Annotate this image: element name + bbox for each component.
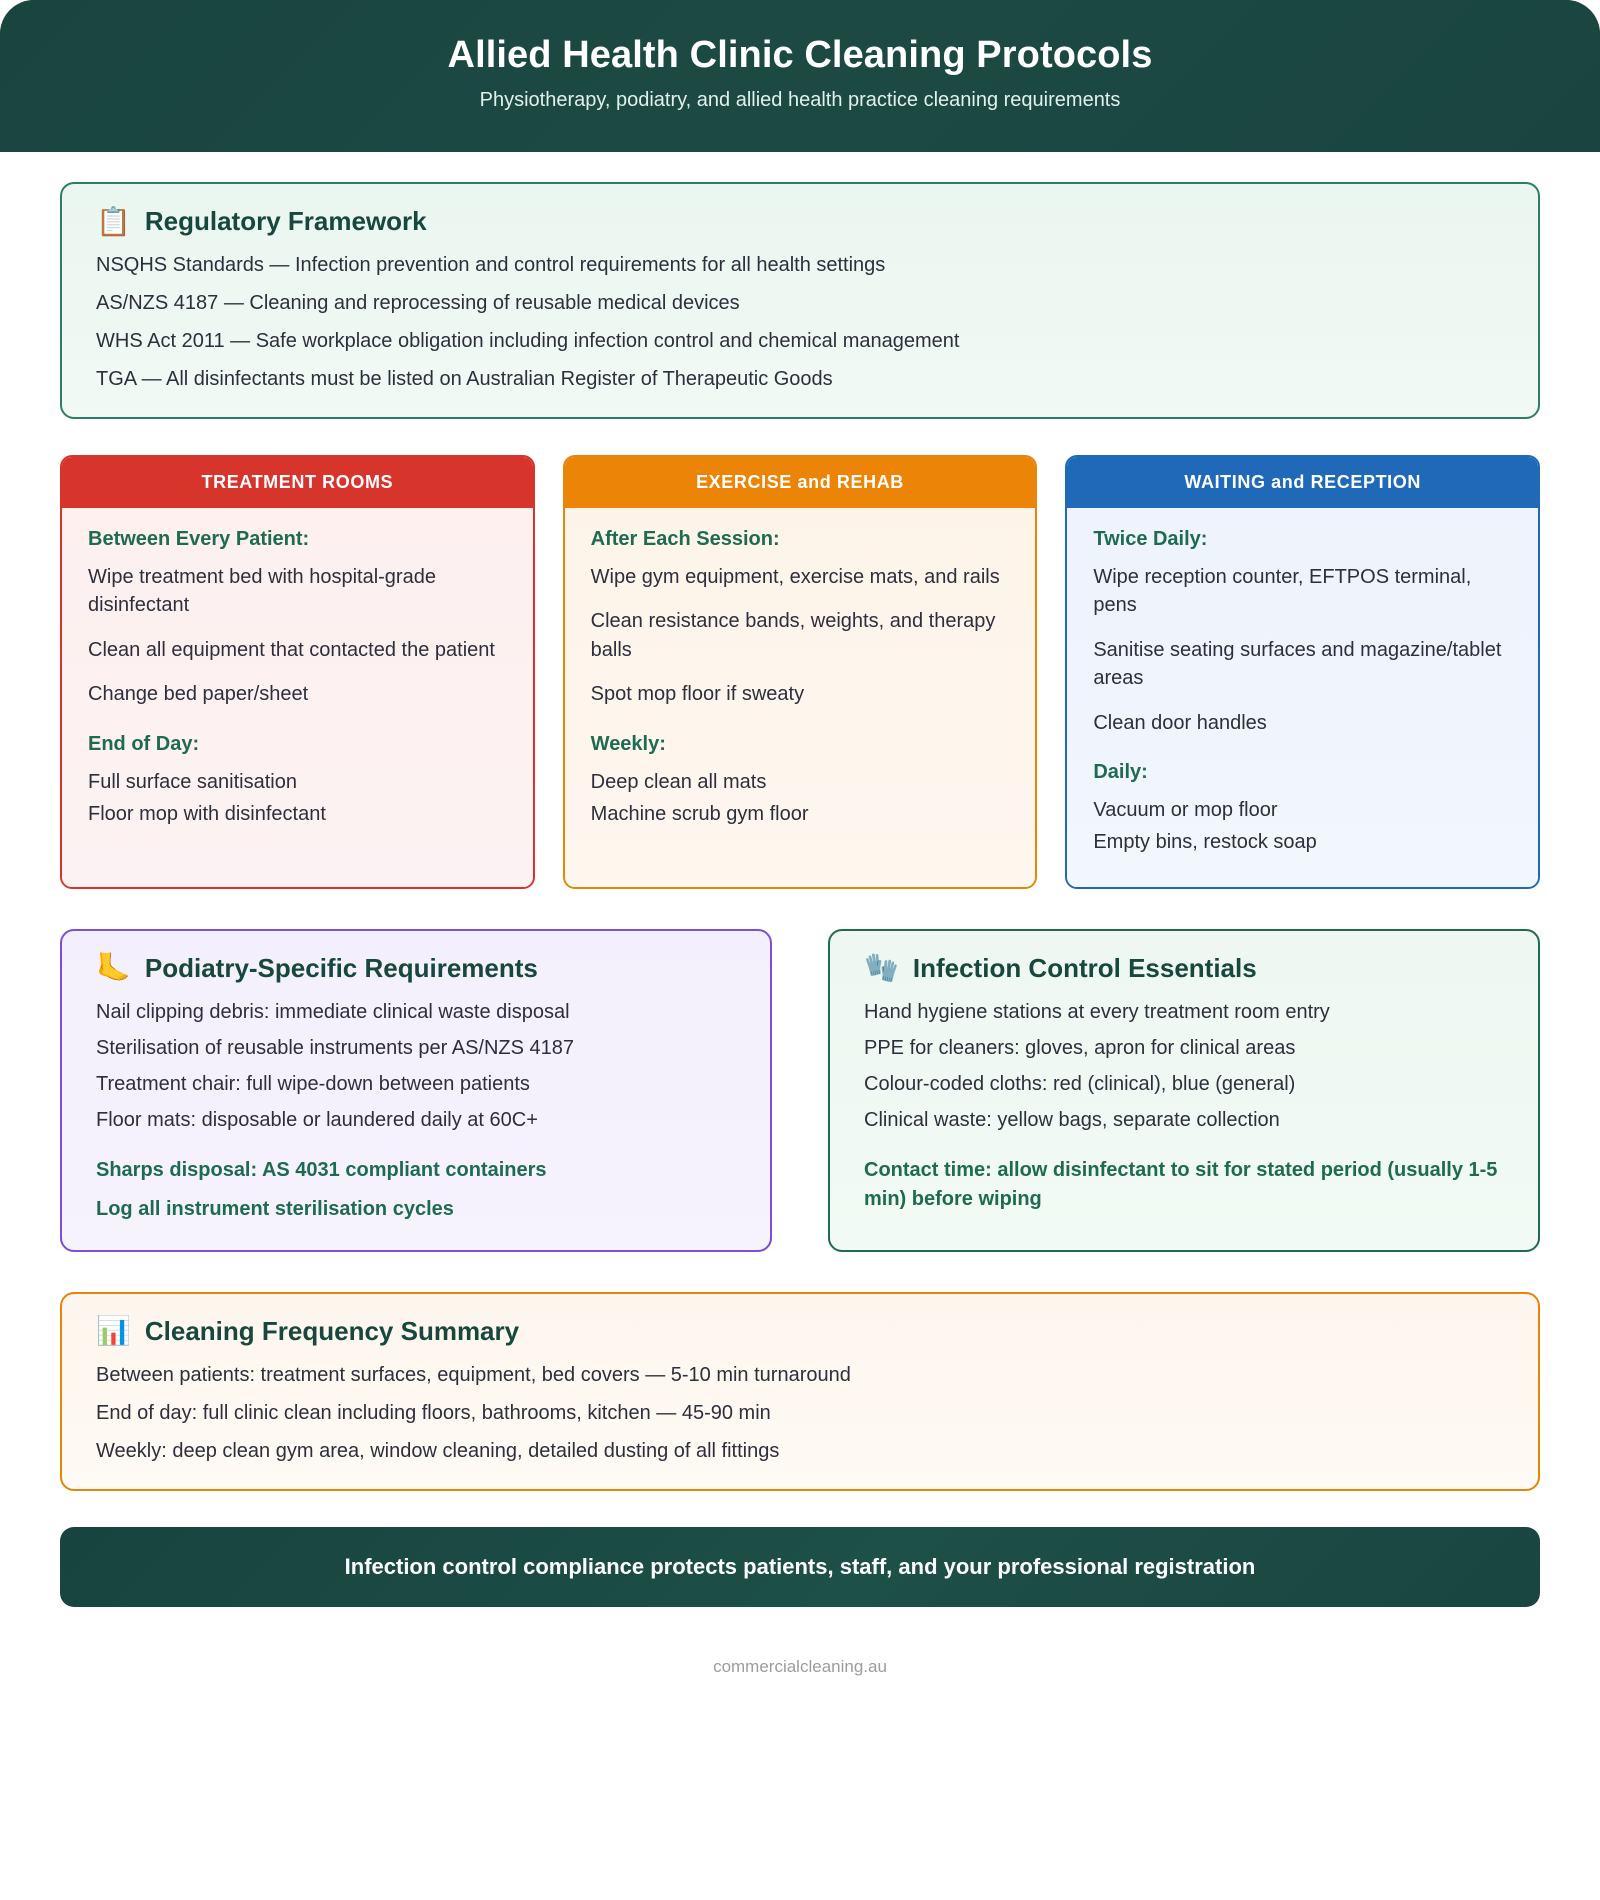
infection-line: PPE for cleaners: gloves, apron for clinical areas — [864, 1036, 1296, 1059]
cleaning-frequency-summary-title-text: Cleaning Frequency Summary — [144, 1315, 520, 1346]
summary-line: Weekly: deep clean gym area, window cleaning, detailed dusting of all fittings — [96, 1439, 780, 1462]
card-item: Wipe treatment bed with hospital-grade disinfectant — [88, 566, 436, 617]
card-exercise-rehab — [563, 455, 1038, 889]
card-item: Clean resistance bands, weights, and therapy balls — [590, 610, 996, 661]
page-content — [0, 152, 1600, 1677]
card-treatment-rooms — [60, 455, 535, 889]
card-exercise-rehab-header: EXERCISE and REHAB — [565, 457, 1036, 508]
regulatory-line: WHS Act 2011 — Safe workplace obligation including infection control and chemical management — [96, 330, 960, 352]
podiatry-highlight: Sharps disposal: AS 4031 compliant containers — [96, 1158, 547, 1181]
infection-highlight: Contact time: allow disinfectant to sit for stated period (usually 1-5 min) before wiping — [864, 1158, 1498, 1210]
footer-attribution: commercialcleaning.au — [713, 1656, 887, 1676]
foot-icon: 🦶 — [96, 952, 131, 984]
card-waiting-reception-header: WAITING and RECEPTION — [1067, 457, 1538, 508]
card-item: Clean door handles — [1093, 711, 1267, 734]
page-header — [0, 0, 1600, 152]
card-item: Wipe gym equipment, exercise mats, and rails — [590, 566, 1000, 588]
podiatry-line: Treatment chair: full wipe-down between patients — [96, 1072, 530, 1095]
podiatry-requirements-panel — [60, 929, 772, 1252]
infection-control-title — [864, 953, 1504, 984]
podiatry-line: Nail clipping debris: immediate clinical waste disposal — [96, 1000, 570, 1023]
infection-control-panel — [828, 929, 1540, 1252]
detail-panels-row — [60, 929, 1540, 1252]
card-item: Wipe reception counter, EFTPOS terminal, pens — [1093, 566, 1472, 617]
infection-line: Clinical waste: yellow bags, separate collection — [864, 1108, 1280, 1131]
regulatory-line: TGA — All disinfectants must be listed on Australian Register of Therapeutic Goods — [96, 368, 833, 390]
card-section-heading: End of Day: — [88, 732, 200, 755]
regulatory-line: AS/NZS 4187 — Cleaning and reprocessing of reusable medical devices — [96, 292, 740, 314]
card-exercise-rehab-body — [565, 508, 1036, 887]
card-section-heading: Between Every Patient: — [88, 528, 310, 550]
podiatry-line: Floor mats: disposable or laundered daily at 60C+ — [96, 1108, 538, 1131]
clipboard-icon: 📋 — [96, 205, 131, 237]
card-section-heading: Twice Daily: — [1093, 528, 1208, 550]
regulatory-framework-title-text: Regulatory Framework — [144, 206, 427, 236]
card-item: Vacuum or mop floor — [1093, 798, 1278, 821]
card-section-heading: Daily: — [1093, 760, 1148, 783]
card-item: Deep clean all mats — [590, 770, 767, 793]
infection-control-title-text: Infection Control Essentials — [912, 952, 1257, 983]
cleaning-frequency-summary-panel — [60, 1292, 1540, 1491]
podiatry-highlight: Log all instrument sterilisation cycles — [96, 1197, 454, 1220]
card-treatment-rooms-body — [62, 508, 533, 887]
infection-line: Colour-coded cloths: red (clinical), blue (general) — [864, 1072, 1296, 1095]
card-section-heading: After Each Session: — [590, 528, 780, 550]
cleaning-frequency-summary-title — [96, 1316, 1504, 1347]
card-section-heading: Weekly: — [590, 732, 666, 755]
card-item: Floor mop with disinfectant — [88, 802, 326, 825]
summary-line: End of day: full clinic clean including floors, bathrooms, kitchen — 45-90 min — [96, 1401, 771, 1424]
compliance-banner: Infection control compliance protects patients, staff, and your professional registration — [60, 1527, 1540, 1607]
page-title: Allied Health Clinic Cleaning Protocols — [447, 34, 1153, 76]
card-item: Machine scrub gym floor — [590, 802, 809, 825]
card-item: Change bed paper/sheet — [88, 683, 309, 706]
card-item: Empty bins, restock soap — [1093, 831, 1317, 854]
card-treatment-rooms-header: TREATMENT ROOMS — [62, 457, 533, 508]
card-item: Clean all equipment that contacted the patient — [88, 638, 495, 661]
card-item: Sanitise seating surfaces and magazine/tablet areas — [1093, 638, 1502, 690]
infection-line: Hand hygiene stations at every treatment room entry — [864, 1000, 1330, 1023]
card-waiting-reception — [1065, 455, 1540, 889]
regulatory-framework-panel — [60, 182, 1540, 419]
regulatory-line: NSQHS Standards — Infection prevention and control requirements for all health settings — [96, 254, 886, 276]
page-subtitle: Physiotherapy, podiatry, and allied health practice cleaning requirements — [479, 89, 1121, 111]
card-waiting-reception-body — [1067, 508, 1538, 887]
card-item: Spot mop floor if sweaty — [590, 683, 805, 706]
card-item: Full surface sanitisation — [88, 770, 297, 793]
glove-icon: 🧤 — [864, 952, 899, 984]
regulatory-framework-title — [96, 206, 1504, 237]
area-cards-row — [60, 455, 1540, 889]
podiatry-requirements-title — [96, 953, 736, 984]
podiatry-line: Sterilisation of reusable instruments per AS/NZS 4187 — [96, 1036, 575, 1059]
bar-chart-icon: 📊 — [96, 1315, 131, 1347]
podiatry-requirements-title-text: Podiatry-Specific Requirements — [144, 952, 538, 983]
summary-line: Between patients: treatment surfaces, equipment, bed covers — 5-10 min turnaround — [96, 1363, 851, 1386]
